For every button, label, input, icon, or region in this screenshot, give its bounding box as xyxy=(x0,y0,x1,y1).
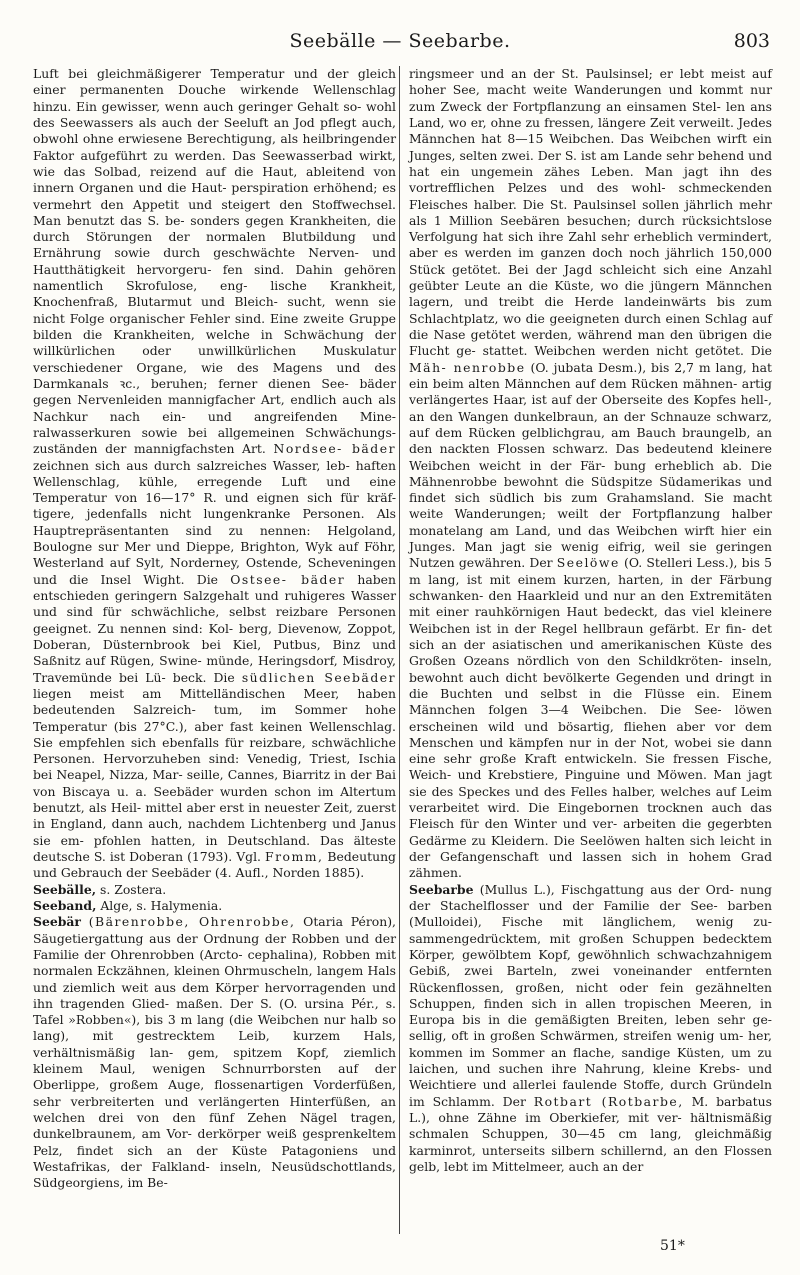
page-header xyxy=(30,30,770,60)
term-rotbart: Rotbart (Rotbarbe, xyxy=(533,1093,684,1109)
term-ostseebaeder: Ostsee- bäder xyxy=(230,571,346,587)
entry-seebarbe xyxy=(409,882,772,1176)
text-run: (O. Stelleri Less.), bis 5 m lang, ist mit einem kurzen, harten, in der Färbung schwanken- den Haarkleid und nur an den Extremitäten mit einer rauhkörnigen Haut bedeckt, das viel kleinere Weibchen ist in der Regel hellbraun gefärbt. Er fin- det sich an der asiatischen und amerikanischen Küste des Großen Ozeans nördlich von den Schildkröten- inseln, bewohnt auch dicht bevölkerte Gegenden und dringt in die Buchten und selbst in die Flüsse ein. Einem Männchen folgen 3—4 Weibchen. Die See- löwen erscheinen wild und bösartig, fliehen aber vor dem Menschen und kämpfen nur in der Not, wobei sie dann eine sehr große Kraft entwickeln. Sie fressen Fische, Weich- und Krebstiere, Pinguine und Möwen. Man jagt sie des Speckes und des Felles halber, welches auf Leim verarbeitet wird. Die Eingebornen trocknen auch das Fleisch für den Winter und ver- arbeiten die gegerbten Gedärme zu Kleidern. Die Seelöwen halten sich leicht in der Gefangenschaft und lassen sich in hohem Grad zähmen. xyxy=(409,555,772,881)
entry-text: (Mullus L.), Fischgattung aus der Ord- nung der Stachelflosser und der Familie der See- barben (Mulloidei), Fische mit länglichem, wenig zu- sammengedrücktem, mit großen Schuppen bedecktem Körper, gewölbtem Kopf, gewöhnlich schwachzahnigem Gebiß, zwei Barteln, zwei voneinander entfernten Rückenflossen, großen, nicht oder fein gezähnelten Schuppen, finden sich in allen tropischen Meeren, in Europa bis in die gemäßigten Breiten, leben sehr ge- sellig, oft in großen Schwärmen, streifen wenig um- her, kommen im Sommer an flache, sandige Küsten, um zu laichen, und suchen ihre Nahrung, kleine Krebs- und Weichtiere und allerlei faulende Stoffe, durch Gründeln im Schlamm. Der xyxy=(409,881,772,1109)
lemma-seebarbe: Seebarbe xyxy=(409,881,474,897)
left-column xyxy=(33,66,396,1192)
text-run: (O. jubata Desm.), bis 2,7 m lang, hat ein beim alten Männchen auf dem Rücken mähnen- artig verlängertes Haar, ist auf der Oberseite des Kopfes hell-, an den Wangen dunkelbraun, an der Schnauze schwarz, auf dem Rücken gelblichgrau, am Bauch braungelb, an den nackten Flossen schwarz. Das bedeutend kleinere Weibchen weicht in der Fär- bung erheblich ab. Die Mähnenrobbe bewohnt die Südspitze Südamerikas und findet sich südlich bis zum Grahamsland. Sie macht weite Wanderungen; weilt der Fortpflanzung halber monatelang am Land, und das Weibchen wirft hier ein Junges. Man jagt sie wenig eifrig, weil sie geringen Nutzen gewähren. Der xyxy=(409,359,772,571)
author-fromm: Fromm, xyxy=(265,849,324,864)
entry-text: s. Zostera. xyxy=(99,881,167,897)
text-run: M. barbatus L.), ohne Zähne im Oberkiefer, mit ver- hältnismäßig schmalen Schuppen, 30—45 cm lang, gleichmäßig karminrot, unterseits silbern schillernd, an den Flossen gelb, lebt im Mittelmeer, auch an der xyxy=(409,1093,772,1174)
column-divider xyxy=(399,66,400,1234)
entry-text: Otaria Péron), Säugetiergattung aus der Ordnung der Robben und der Familie der Ohrenrobben (Arcto- cephalina), Robben mit normalen Eckzähnen, kleinen Ohrmuscheln, langem Hals und ziemlich weit aus dem Körper hervorragenden und ihn tragenden Glied- maßen. Der S. (O. ursina Pér., s. Tafel »Robben«), bis 3 m lang (die Weibchen nur halb so lang), mit gestrecktem Leib, kurzem Hals, verhältnismäßig lan- gem, spitzem Kopf, ziemlich kleinem Maul, wenigen Schnurrborsten auf der Oberlippe, großem Auge, flossenartigen Vorderfüßen, sehr verbreiterten und verlängerten Hinterfüßen, an welchen drei von den fünf Zehen Nägel tragen, dunkelbraunem, am Vor- derkörper weiß gesprenkeltem Pelz, findet sich an der Küste Patagoniens und Westafrikas, der Falkland- inseln, Neusüdschottlands, Südgeorgiens, im Be- xyxy=(33,914,396,1191)
term-maehnenrobbe: Mäh- nenrobbe xyxy=(409,359,526,375)
term-seeloewe: Seelöwe xyxy=(556,555,620,571)
signature-mark: 51* xyxy=(660,1238,685,1254)
lemma-seebaelle: Seebälle, xyxy=(33,881,97,897)
text-run: Luft bei gleichmäßigerer Temperatur und der gleich einer permanenten Douche wirkende Wellenschlag hinzu. Ein gewisser, wenn auch geringer Gehalt so- wohl des Seewassers als auch der Seeluft an Jod pflegt auch, obwohl ohne erwiesene Berechtigung, als heilbringender Faktor aufgeführt zu werden. Das Seewasserbad wirkt, wie das Solbad, reizend auf die Haut, ableitend von innern Organen und die Haut- perspiration erhöhend; es vermehrt den Appetit und steigert den Stoffwechsel. Man benutzt das S. be- sonders gegen Krankheiten, die durch Störungen der normalen Blutbildung und Ernährung sowie durch geschwächte Nerven- und Hautthätigkeit hervorgeru- fen sind. Dahin gehören namentlich Skrofulose, eng- lische Krankheit, Knochenfraß, Blutarmut und Bleich- sucht, wenn sie nicht Folge organischer Fehler sind. Eine zweite Gruppe bilden die Krankheiten, welche in Schwächung der willkürlichen oder unwillkürlichen Muskulatur verschiedener Organe, wie des Magens und des Darmkanals ꝛc., beruhen; ferner dienen See- bäder gegen Nervenleiden mannigfacher Art, endlich auch als Nachkur nach ein- und angreifenden Mine- ralwasserkuren sowie bei allgemeinen Schwächungs- zuständen der mannigfachsten Art. xyxy=(33,66,396,457)
entry-seeband xyxy=(33,898,396,914)
text-run: Bedeutung und Gebrauch der Seebäder (4. Aufl., Norden 1885). xyxy=(33,849,396,881)
text-run: ringsmeer und an der St. Paulsinsel; er lebt meist auf hoher See, macht weite Wanderungen und kommt nur zum Zweck der Fortpflanzung an einsamen Stel- len ans Land, wo er, ohne zu fressen, längere Zeit verweilt. Jedes Männchen hat 8—15 Weibchen. Das Weibchen wirft ein Junges, selten zwei. Der S. ist am Lande sehr behend und hat ein ungemein zähes Leben. Man jagt ihn des vortrefflichen Pelzes und des wohl- schmeckenden Fleisches halber. Die St. Paulsinsel sollen jährlich mehr als 1 Million Seebären besuchen; durch rücksichtslose Verfolgung hat sich ihre Zahl sehr erheblich vermindert, aber es werden im ganzen doch noch jährlich 150,000 Stück getötet. Bei der Jagd schleicht sich eine Anzahl geübter Leute an die Küste, wo die jüngern Männchen lagern, und treibt die Herde landeinwärts bis zum Schlachtplatz, wo die geeigneten durch einen Schlag auf die Nase getötet werden, während man den übrigen die Flucht ge- stattet. Weibchen werden nicht getötet. Die xyxy=(409,66,772,359)
text-run: zeichnen sich aus durch salzreiches Wasser, leb- haften Wellenschlag, kühle, erregende Luft und eine Temperatur von 16—17° R. und eignen sich für kräf- tigere, jedenfalls nicht lungenkranke Personen. Als Hauptrepräsentanten sind zu nennen: Helgoland, Boulogne sur Mer und Dieppe, Brighton, Wyk auf Föhr, Westerland auf Sylt, Norderney, Ostende, Scheveningen und die Insel Wight. Die xyxy=(33,457,396,587)
running-title: Seebälle — Seebarbe. xyxy=(289,30,511,52)
right-column xyxy=(409,66,772,1175)
entry-seebaelle xyxy=(33,882,396,898)
page-number: 803 xyxy=(733,30,770,52)
text-run: haben entschieden geringern Salzgehalt und ruhigeres Wasser und sind für schwächliche, selbst reizbare Personen geeignet. Zu nennen sind: Kol- berg, Dievenow, Zoppot, Doberan, Düsternbrook bei Kiel, Putbus, Binz und Saßnitz auf Rügen, Swine- münde, Heringsdorf, Misdroy, Travemünde bei Lü- beck. Die xyxy=(33,571,396,685)
lemma-seeband: Seeband, xyxy=(33,897,97,913)
entry-text: Alge, s. Halymenia. xyxy=(100,897,223,913)
alias-seebaer: (Bärenrobbe, Ohrenrobbe, xyxy=(88,914,296,930)
term-suedliche-seebaeder: südlichen Seebäder xyxy=(241,669,397,685)
term-nordseebaeder: Nordsee- bäder xyxy=(273,441,396,457)
seebaer-continuation xyxy=(409,66,772,882)
seebad-continuation xyxy=(33,66,396,882)
text-run: liegen meist am Mittelländischen Meer, haben bedeutenden Salzreich- tum, im Sommer hohe Temperatur (bis 27°C.), aber fast keinen Wellenschlag. Sie empfehlen sich ebenfalls für reizbare, schwächliche Personen. Hervorzuheben sind: Venedig, Triest, Ischia bei Neapel, Nizza, Mar- seille, Cannes, Biarritz in der Bai von Biscaya u. a. Seebäder wurden schon im Altertum benutzt, als Heil- mittel aber erst in neuester Zeit, zuerst in England, dann auch, nachdem Lichtenberg und Janus sie em- pfohlen hatten, in Deutschland. Das älteste deutsche S. ist Doberan (1793). Vgl. xyxy=(33,685,396,864)
entry-seebaer xyxy=(33,914,396,1191)
lemma-seebaer: Seebär xyxy=(33,914,81,930)
